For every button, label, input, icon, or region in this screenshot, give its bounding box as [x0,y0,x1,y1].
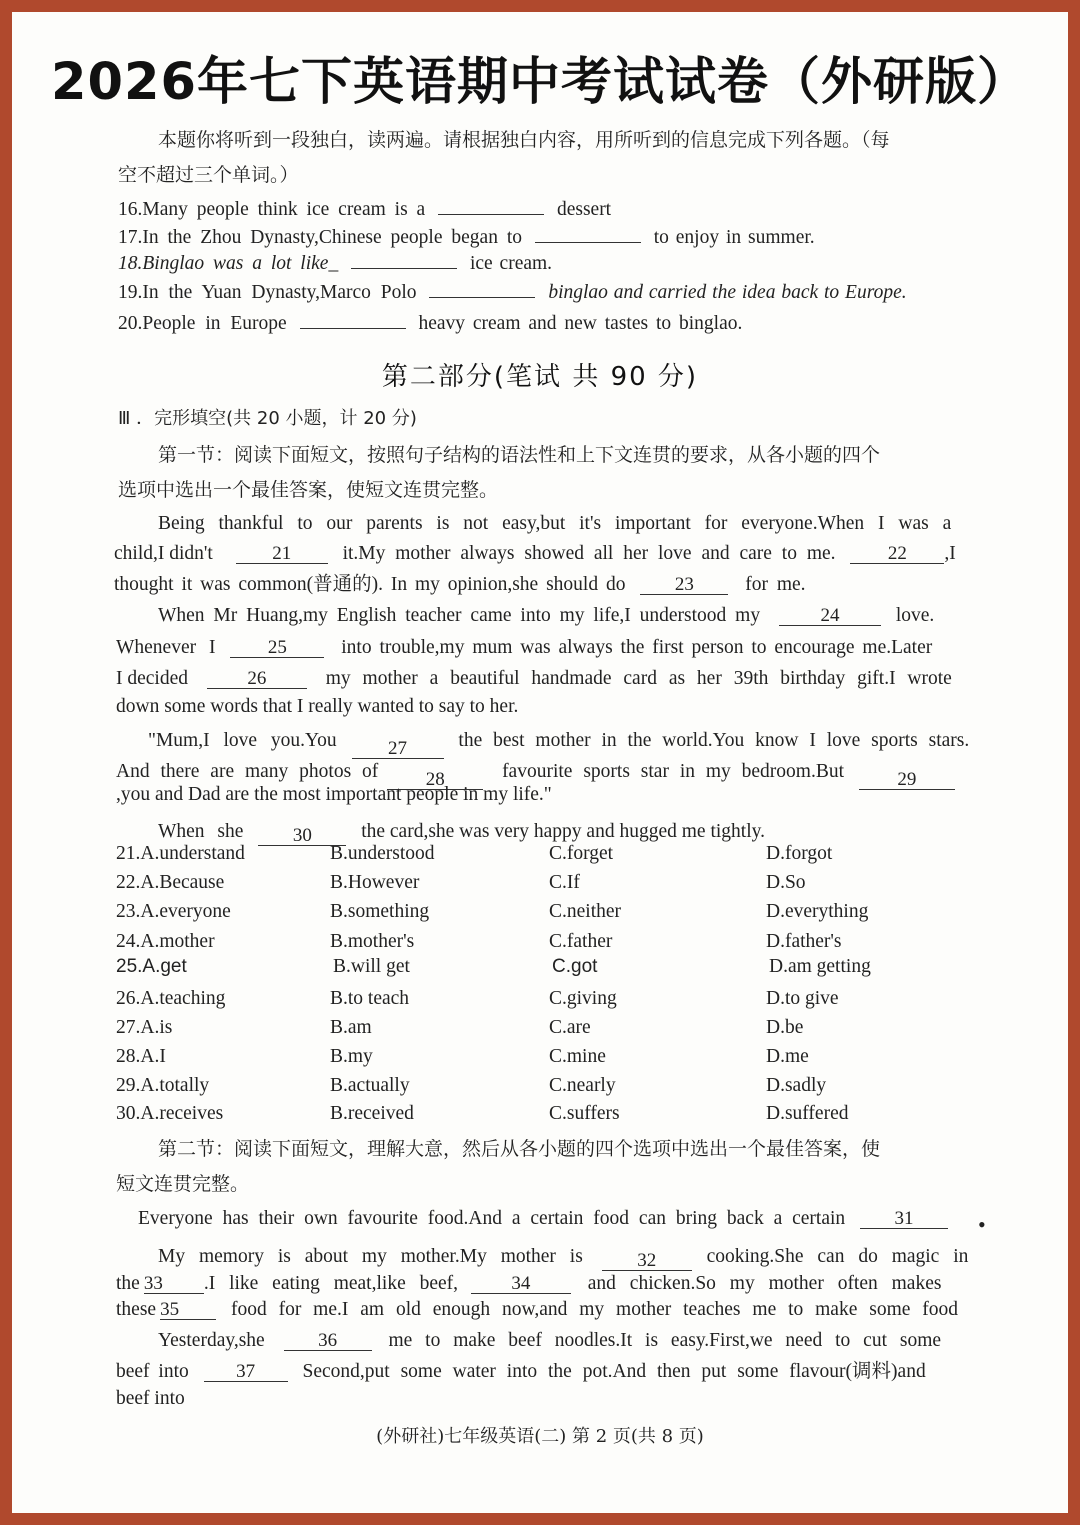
option-27-d[interactable]: D.be [766,1017,804,1038]
blank-30[interactable]: 30 [258,826,346,846]
listening-instructions-line1: 本题你将听到一段独白，读两遍。请根据独白内容，用所听到的信息完成下列各题。（每 [158,129,890,151]
answer-blank-19[interactable] [429,279,535,298]
bullet-dot: • [978,1212,986,1237]
answer-blank-16[interactable] [438,196,544,215]
passage2-text: beef into [116,1361,189,1382]
passage1-line7: down some words that I really wanted to say to her. [116,696,519,717]
passage2-text: food for me.I am old enough now,and my mother teaches me to make some food [230,1299,959,1320]
option-28-a[interactable]: 28.A.I [116,1046,166,1067]
passage2-text: cooking.She can do magic in [706,1246,969,1267]
passage1-text: favourite sports star in my bedroom.But [502,761,845,782]
option-23-c[interactable]: C.neither [549,901,622,922]
passage1-line6 [116,669,952,689]
passage1-line8 [148,730,970,759]
passage1-text: it.My mother always showed all her love and care to me. [342,543,836,564]
question-18 [118,250,552,274]
option-23-a[interactable]: 23.A.everyone [116,901,231,922]
option-25-d[interactable]: D.am getting [769,956,871,977]
question-20 [118,310,742,334]
passage2-line7: beef into [116,1388,185,1409]
blank-27[interactable]: 27 [352,739,444,759]
option-30-a[interactable]: 30.A.receives [116,1103,224,1124]
passage1-text: the best mother in the world.You know I love sports stars. [458,730,970,751]
option-23-b[interactable]: B.something [330,901,430,922]
passage2-text: Yesterday,she [158,1330,265,1351]
question-19 [118,279,907,303]
passage2-text: Second,put some water into the pot.And then put some flavour(调料)and [302,1361,926,1382]
option-30-c[interactable]: C.suffers [549,1103,620,1124]
passage1-text: And there are many photos of [116,761,379,782]
passage1-line10: ,you and Dad are the most important people in my life." [116,784,552,805]
option-24-a[interactable]: 24.A.mother [116,931,215,952]
passage2-text: Everyone has their own favourite food.And a certain food can bring back a certain [138,1208,846,1229]
option-28-d[interactable]: D.me [766,1046,809,1067]
question-16 [118,196,611,220]
passage2-line5 [158,1331,941,1351]
blank-28[interactable]: 28 [387,770,483,790]
option-27-a[interactable]: 27.A.is [116,1017,173,1038]
passage1-text: child,I didn't [114,543,213,564]
passage2-line2 [158,1246,969,1271]
passage2-text: and chicken.So my mother often makes [587,1273,942,1294]
question-17-tail: to enjoy in summer. [653,227,815,248]
option-25-c[interactable]: C.got [552,956,598,977]
blank-33[interactable]: 33 [144,1274,204,1294]
question-19-text: 19.In the Yuan Dynasty,Marco Polo [118,282,417,303]
page-footer: (外研社)七年级英语(二) 第 2 页(共 8 页) [376,1426,704,1447]
passage2-line6 [116,1362,926,1382]
question-17-text: 17.In the Zhou Dynasty,Chinese people began to [118,227,522,248]
answer-blank-17[interactable] [535,224,641,243]
option-29-a[interactable]: 29.A.totally [116,1075,210,1096]
option-26-c[interactable]: C.giving [549,988,617,1009]
passage2-text: .I like eating meat,like beef, [203,1273,459,1294]
blank-23[interactable]: 23 [640,575,728,595]
option-22-c[interactable]: C.If [549,872,580,893]
passage2-text: My memory is about my mother.My mother is [158,1246,583,1267]
option-25-b[interactable]: B.will get [333,956,410,977]
option-26-b[interactable]: B.to teach [330,988,410,1009]
option-29-c[interactable]: C.nearly [549,1075,616,1096]
listening-instructions-line2: 空不超过三个单词。） [118,164,299,186]
option-30-d[interactable]: D.suffered [766,1103,849,1124]
page-title: 2026年七下英语期中考试试卷（外研版） [51,53,1029,112]
passage1-text: love. [895,605,935,626]
passage1-line5 [116,638,932,658]
blank-25[interactable]: 25 [230,638,324,658]
passage1-line9 [116,761,955,790]
blank-34[interactable]: 34 [471,1274,571,1294]
passage1-line1: Being thankful to our parents is not easy,but it's important for everyone.When I was a [158,513,952,534]
option-21-a[interactable]: 21.A.understand [116,843,245,864]
blank-26[interactable]: 26 [207,669,307,689]
part2-heading: 第二部分(笔试 共 90 分) [381,362,699,392]
option-24-b[interactable]: B.mother's [330,931,415,952]
passage1-text: thought it was common(普通的). In my opinion,she should do [114,574,626,595]
option-28-b[interactable]: B.my [330,1046,373,1067]
option-30-b[interactable]: B.received [330,1103,414,1124]
passage2-line4 [116,1300,958,1320]
passage1-text: I decided [116,668,189,689]
passage2-line3 [116,1274,941,1294]
question-16-tail: dessert [556,199,612,220]
answer-blank-18[interactable] [351,250,457,269]
question-20-tail: heavy cream and new tastes to binglao. [418,313,743,334]
option-27-b[interactable]: B.am [330,1017,372,1038]
question-18-text: 18.Binglao was a lot like_ [118,253,339,274]
blank-37[interactable]: 37 [204,1362,288,1382]
passage1-text: the card,she was very happy and hugged me tightly. [361,821,765,842]
option-26-a[interactable]: 26.A.teaching [116,988,226,1009]
option-24-d[interactable]: D.father's [766,931,842,952]
option-21-b[interactable]: B.understood [330,843,435,864]
option-29-d[interactable]: D.sadly [766,1075,827,1096]
cloze-heading: Ⅲ ．完形填空(共 20 小题，计 20 分) [118,408,417,429]
option-26-d[interactable]: D.to give [766,988,839,1009]
passage1-line11 [158,821,765,846]
blank-22[interactable]: 22 [850,544,944,564]
passage1-text: into trouble,my mum was always the first person to encourage me.Later [341,637,933,658]
passage1-text: When she [158,821,244,842]
passage1-text: Whenever I [116,637,216,658]
passage1-text: "Mum,I love you.You [148,730,337,751]
blank-24[interactable]: 24 [779,606,881,626]
section1-instructions-line2: 选项中选出一个最佳答案，使短文连贯完整。 [118,479,499,501]
question-16-text: 16.Many people think ice cream is a [118,199,426,220]
option-22-a[interactable]: 22.A.Because [116,872,225,893]
question-18-tail: ice cream. [469,253,553,274]
passage1-line4 [158,606,934,626]
passage1-text: my mother a beautiful handmade card as her 39th birthday gift.I wrote [325,668,952,689]
option-21-d[interactable]: D.forgot [766,843,833,864]
option-21-c[interactable]: C.forget [549,843,614,864]
option-23-d[interactable]: D.everything [766,901,869,922]
section1-instructions-line1: 第一节：阅读下面短文，按照句子结构的语法性和上下文连贯的要求，从各小题的四个 [158,444,881,466]
section2-instructions-line2: 短文连贯完整。 [116,1173,250,1195]
option-27-c[interactable]: C.are [549,1017,591,1038]
blank-32[interactable]: 32 [602,1251,692,1271]
passage1-text: for me. [745,574,806,595]
blank-31[interactable]: 31 [860,1209,948,1229]
option-29-b[interactable]: B.actually [330,1075,410,1096]
option-22-b[interactable]: B.However [330,872,420,893]
blank-35[interactable]: 35 [160,1300,216,1320]
blank-36[interactable]: 36 [284,1331,372,1351]
question-20-text: 20.People in Europe [118,313,287,334]
option-25-a[interactable]: 25.A.get [116,956,187,977]
section2-instructions-line1: 第二节：阅读下面短文，理解大意，然后从各小题的四个选项中选出一个最佳答案，使 [158,1138,881,1160]
answer-blank-20[interactable] [300,310,406,329]
passage1-text: ,I [944,543,956,564]
blank-29[interactable]: 29 [859,770,955,790]
passage1-line3 [114,575,806,595]
passage1-text: When Mr Huang,my English teacher came into my life,I understood my [158,605,761,626]
question-17 [118,224,815,248]
option-28-c[interactable]: C.mine [549,1046,606,1067]
option-24-c[interactable]: C.father [549,931,613,952]
passage2-line1 [138,1209,948,1229]
question-19-tail: binglao and carried the idea back to Europe. [548,282,907,303]
passage2-text: me to make beef noodles.It is easy.First,we need to cut some [388,1330,942,1351]
passage2-text: these [116,1299,157,1320]
option-22-d[interactable]: D.So [766,872,806,893]
passage1-line2 [114,544,956,564]
blank-21[interactable]: 21 [236,544,328,564]
passage2-text: the [116,1273,140,1294]
